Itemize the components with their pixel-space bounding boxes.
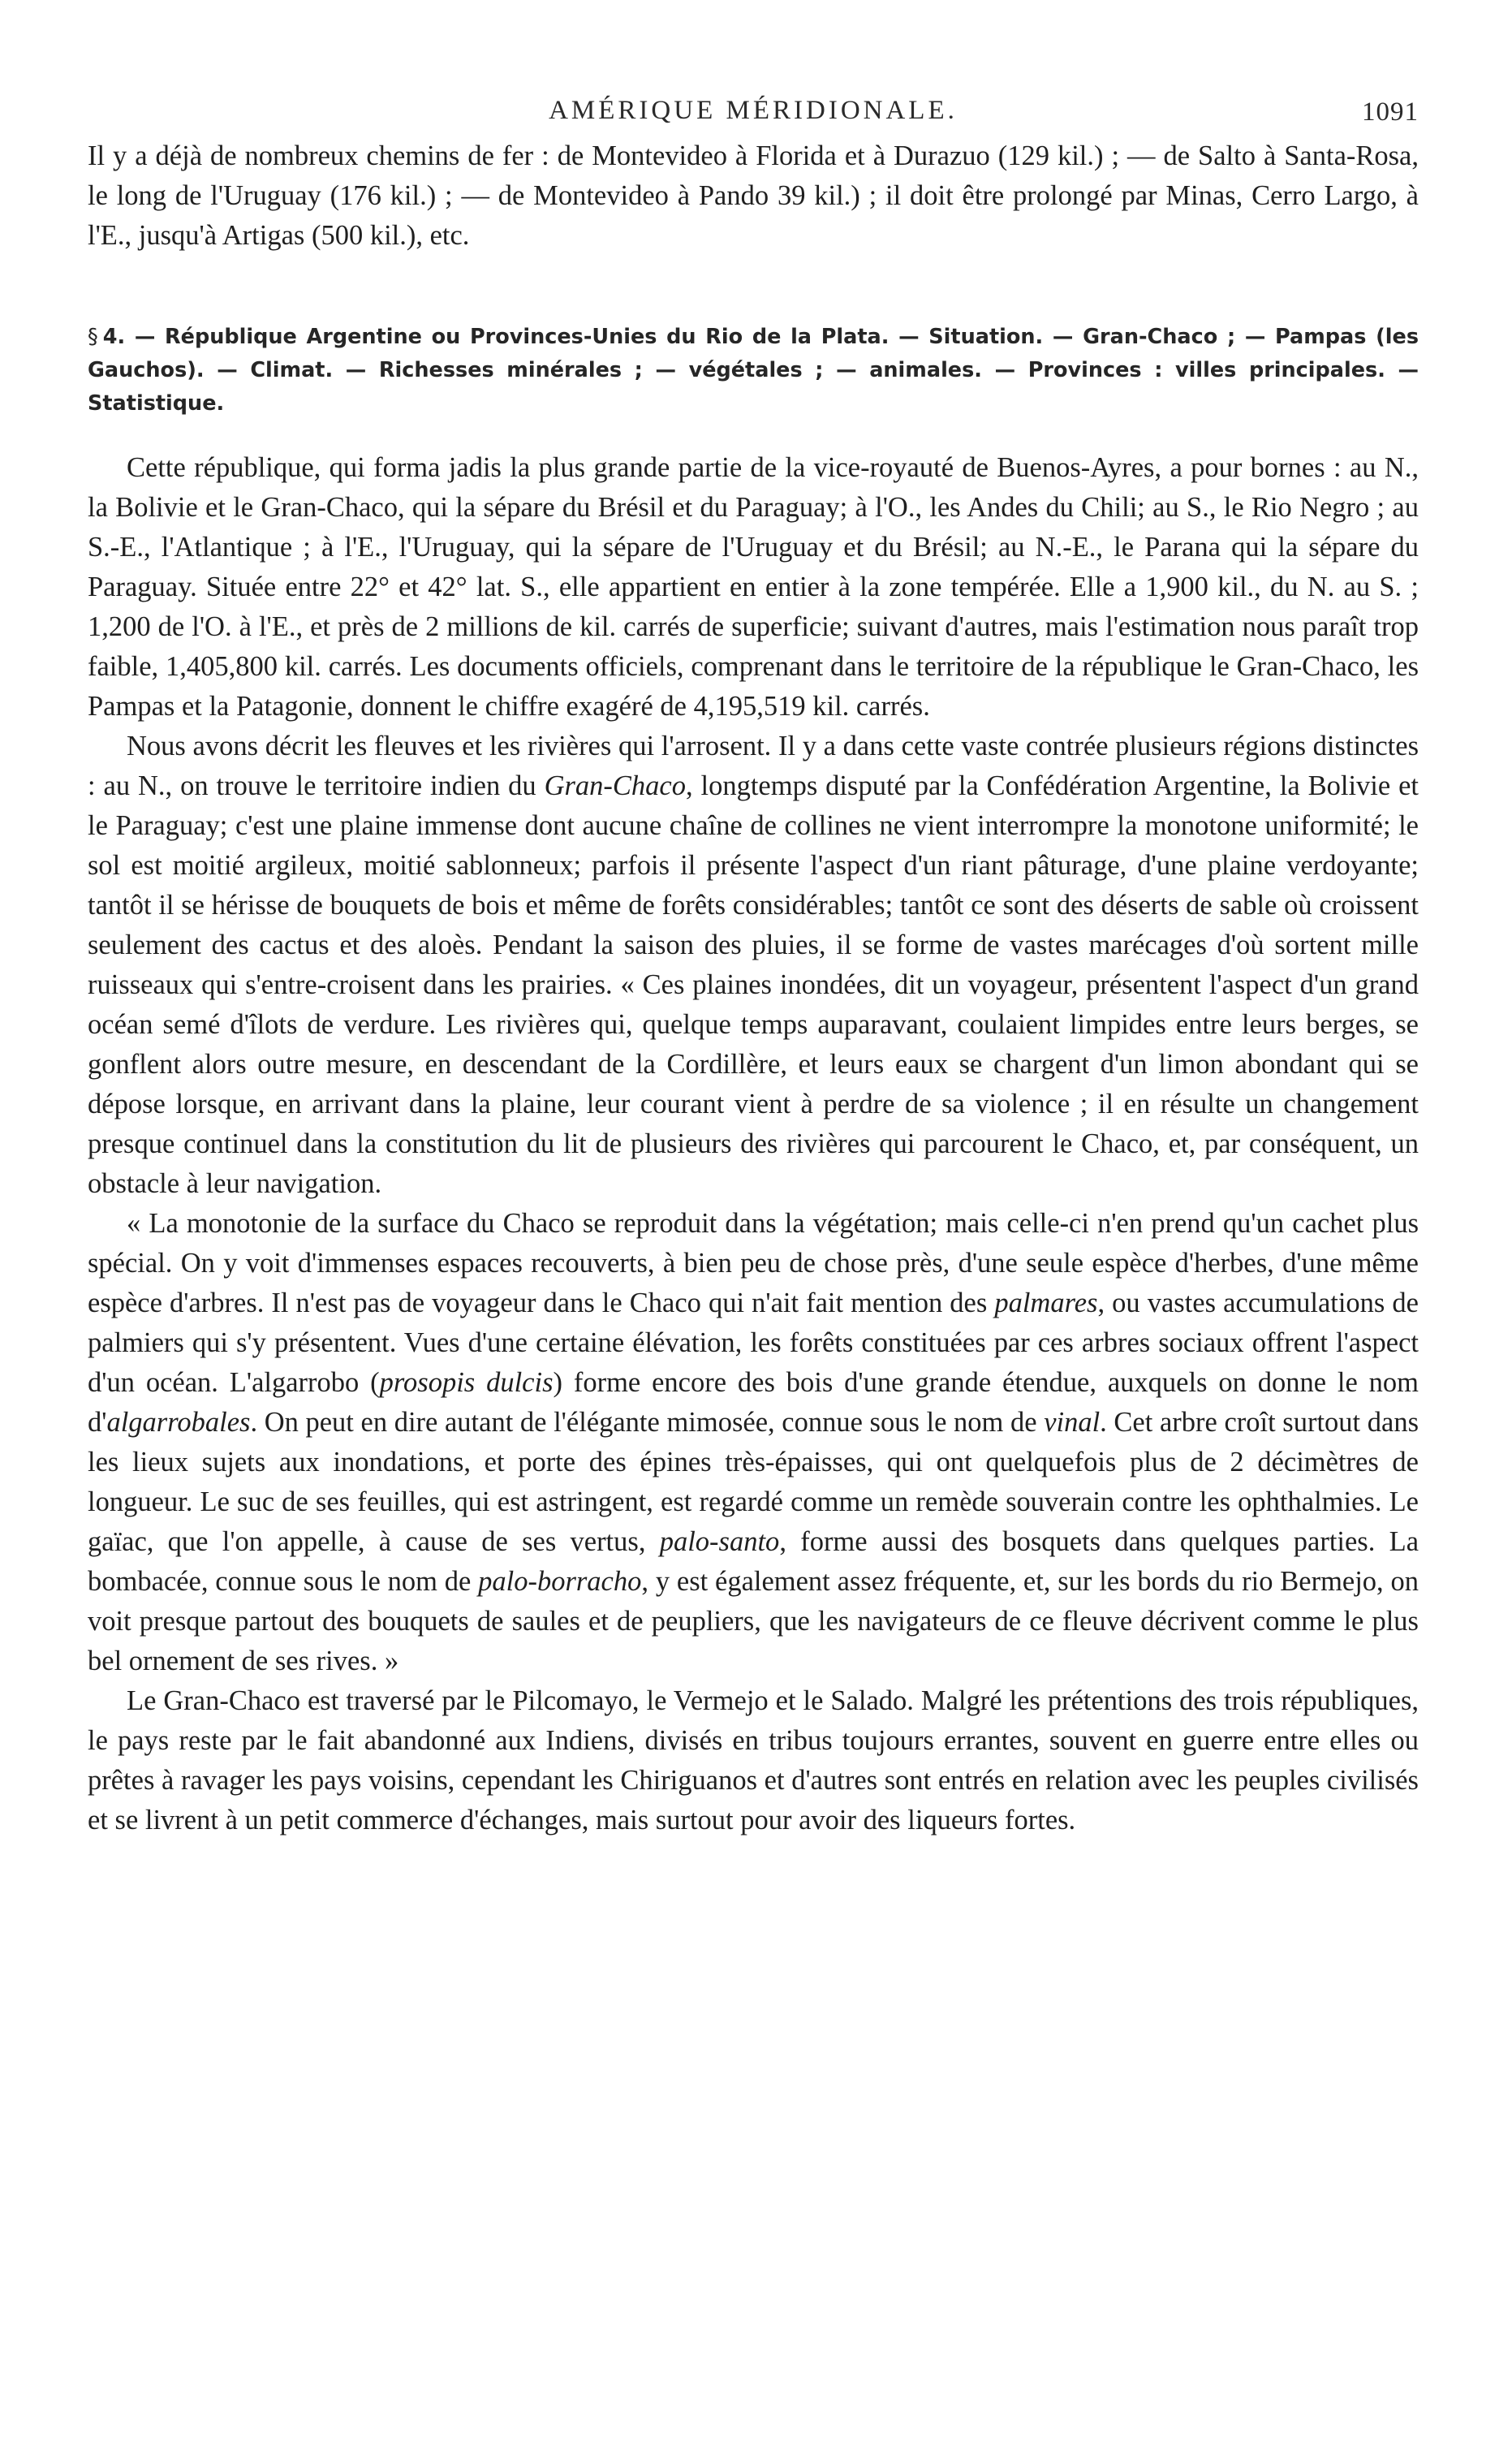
text-span: , ou vastes accumulations de palmiers qui s'y présentent. Vues d'une certaine élévation, les forêts constituées par ces arbres sociaux offrent l'aspect d'un océan. L'algarrobo (: [88, 1288, 1419, 1398]
page-title: AMÉRIQUE MÉRIDIONALE.: [549, 96, 958, 125]
italic-term: Gran-Chaco: [544, 770, 686, 801]
section-heading-text: 4. — République Argentine ou Provinces-Unies du Rio de la Plata. — Situation. — Gran-Chaco ; — Pampas (les Gauchos). — Climat. — Richesses minérales ; — végétales ; — animales. — Provinces : villes principales. — Statistique.: [88, 325, 1419, 416]
italic-term: prosopis dulcis: [379, 1367, 554, 1398]
paragraph-2: [88, 727, 1419, 1204]
text-span: Nous avons décrit les fleuves et les rivières qui l'arrosent. Il y a dans cette vaste contrée plusieurs régions distinctes : au N., on trouve le territoire indien du: [88, 731, 1419, 801]
paragraph-1: Cette république, qui forma jadis la plus grande partie de la vice-royauté de Buenos-Ayres, a pour bornes : au N., la Bolivie et le Gran-Chaco, qui la sépare du Brésil et du Paraguay; à l'O., les Andes du Chili; au S., le Rio Negro ; au S.-E., l'Atlantique ; à l'E., l'Uruguay, qui la sépare de l'Uruguay et du Brésil; au N.-E., le Parana qui la sépare du Paraguay. Située entre 22° et 42° lat. S., elle appartient en entier à la zone tempérée. Elle a 1,900 kil., du N. au S. ; 1,200 de l'O. à l'E., et près de 2 millions de kil. carrés de superficie; suivant d'autres, mais l'estimation nous paraît trop faible, 1,405,800 kil. carrés. Les documents officiels, comprenant dans le territoire de la république le Gran-Chaco, les Pampas et la Patagonie, donnent le chiffre exagéré de 4,195,519 kil. carrés.: [88, 452, 1419, 722]
text-span: . On peut en dire autant de l'élégante mimosée, connue sous le nom de: [250, 1407, 1045, 1438]
document-page: [88, 96, 1419, 1840]
text-span: , forme aussi des bosquets dans quelques parties. La bombacée, connue sous le nom de: [88, 1526, 1419, 1597]
paragraph-4: Le Gran-Chaco est traversé par le Pilcomayo, le Vermejo et le Salado. Malgré les prétentions des trois républiques, le pays reste par le fait abandonné aux Indiens, divisés en tribus toujours errantes, souvent en guerre entre elles ou prêtes à ravager les pays voisins, cependant les Chiriguanos et d'autres sont entrés en relation avec les peuples civilisés et se livrent à un petit commerce d'échanges, mais surtout pour avoir des liqueurs fortes.: [88, 1685, 1419, 1836]
section-heading: [88, 321, 1419, 421]
text-span: . Cet arbre croît surtout dans les lieux sujets aux inondations, et porte des épines très-épaisses, qui ont quelquefois plus de 2 décimètres de longueur. Le suc de ses feuilles, qui est astringent, est regardé comme un remède souverain contre les ophthalmies. Le gaïac, que l'on appelle, à cause de ses vertus,: [88, 1407, 1419, 1557]
italic-term: palmares: [994, 1288, 1098, 1318]
intro-paragraph: Il y a déjà de nombreux chemins de fer : de Montevideo à Florida et à Durazuo (129 kil.) ; — de Salto à Santa-Rosa, le long de l'Uruguay (176 kil.) ; — de Montevideo à Pando 39 kil.) ; il doit être prolongé par Minas, Cerro Largo, à l'E., jusqu'à Artigas (500 kil.), etc.: [88, 140, 1419, 251]
text-span: , y est également assez fréquente, et, sur les bords du rio Bermejo, on voit presque partout des bouquets de saules et de peupliers, que les navigateurs de ce fleuve décrivent comme le plus bel ornement de ses rives. »: [88, 1566, 1419, 1676]
page-number: 1091: [1362, 97, 1419, 127]
italic-term: palo-santo: [659, 1526, 780, 1557]
paragraph-3: [88, 1204, 1419, 1681]
text-span: « La monotonie de la surface du Chaco se reproduit dans la végétation; mais celle-ci n'en prend qu'un cachet plus spécial. On y voit d'immenses espaces recouverts, à bien peu de chose près, d'une seule espèce d'herbes, d'une même espèce d'arbres. Il n'est pas de voyageur dans le Chaco qui n'ait fait mention des: [88, 1208, 1419, 1318]
italic-term: algarrobales: [106, 1407, 251, 1438]
italic-term: vinal: [1044, 1407, 1101, 1438]
text-span: , longtemps disputé par la Confédération Argentine, la Bolivie et le Paraguay; c'est une plaine immense dont aucune chaîne de collines ne vient interrompre la monotone uniformité; le sol est moitié argileux, moitié sablonneux; parfois il présente l'aspect d'un riant pâturage, d'une plaine verdoyante; tantôt il se hérisse de bouquets de bois et même de forêts considérables; tantôt ce sont des déserts de sable où croissent seulement des cactus et des aloès. Pendant la saison des pluies, il se forme de vastes marécages d'où sortent mille ruisseaux qui s'entre-croisent dans les prairies. « Ces plaines inondées, dit un voyageur, présentent l'aspect d'un grand océan semé d'îlots de verdure. Les rivières qui, quelque temps auparavant, coulaient limpides entre leurs berges, se gonflent alors outre mesure, en descendant de la Cordillère, et leurs eaux se chargent d'un limon abondant qui se dépose lorsque, en arrivant dans la plaine, leur courant vient à perdre de sa violence ; il en résulte un changement presque continuel dans la constitution du lit de plusieurs des rivières qui parcourent le Chaco, et, par conséquent, un obstacle à leur navigation.: [88, 770, 1419, 1199]
section-mark: §: [88, 325, 98, 349]
running-header: [88, 96, 1419, 132]
text-span: ) forme encore des bois d'une grande étendue, auxquels on donne le nom d': [88, 1367, 1419, 1438]
italic-term: palo-borracho: [478, 1566, 642, 1597]
